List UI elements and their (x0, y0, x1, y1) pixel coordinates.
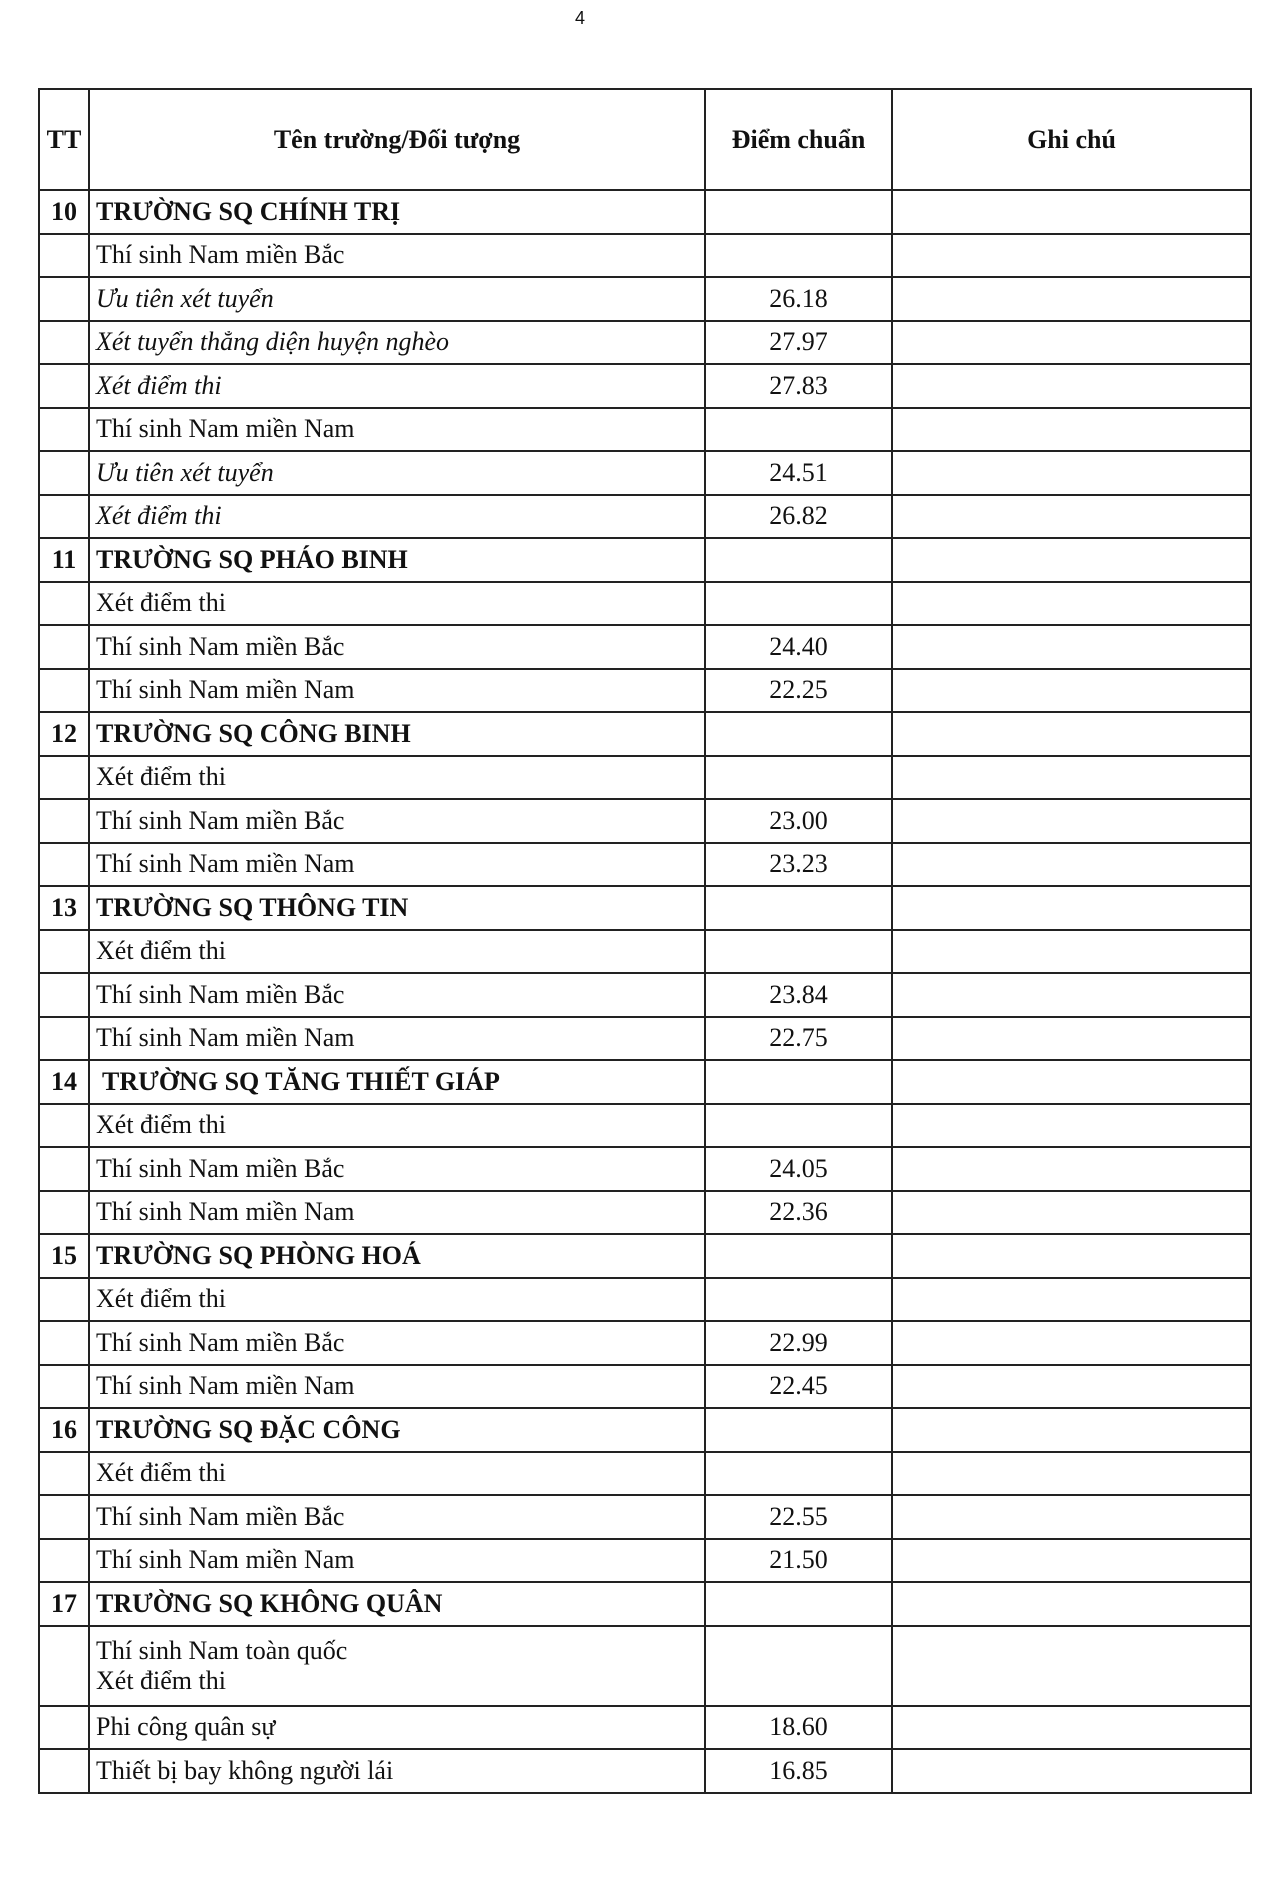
table-row (39, 1321, 1251, 1365)
row-score: 24.40 (705, 625, 892, 669)
row-name: Thí sinh Nam miền Bắc (89, 1495, 705, 1539)
row-tt: 17 (39, 1582, 89, 1626)
row-name: Thí sinh Nam miền Bắc (89, 625, 705, 669)
row-name: Xét điểm thi (89, 364, 705, 408)
row-name: Thí sinh Nam miền Bắc (89, 973, 705, 1017)
row-name: Thí sinh Nam miền Nam (89, 1017, 705, 1061)
row-note (892, 1104, 1251, 1148)
table-row (39, 799, 1251, 843)
row-score: 22.55 (705, 1495, 892, 1539)
header-score: Điểm chuẩn (705, 89, 892, 190)
row-name: Xét điểm thi (89, 1104, 705, 1148)
row-name: TRƯỜNG SQ CHÍNH TRỊ (89, 190, 705, 234)
row-name: Ưu tiên xét tuyển (89, 277, 705, 321)
row-tt (39, 1147, 89, 1191)
row-score (705, 1452, 892, 1496)
school-row (39, 1060, 1251, 1104)
table-row (39, 843, 1251, 887)
row-tt: 10 (39, 190, 89, 234)
row-name: Thí sinh Nam miền Bắc (89, 1321, 705, 1365)
row-score (705, 756, 892, 800)
row-note (892, 495, 1251, 539)
row-tt (39, 1017, 89, 1061)
row-note (892, 1278, 1251, 1322)
row-score (705, 408, 892, 452)
row-name: TRƯỜNG SQ THÔNG TIN (89, 886, 705, 930)
school-row (39, 1408, 1251, 1452)
row-note (892, 1582, 1251, 1626)
row-note (892, 1060, 1251, 1104)
row-tt (39, 669, 89, 713)
row-score: 21.50 (705, 1539, 892, 1583)
row-tt: 16 (39, 1408, 89, 1452)
row-note (892, 277, 1251, 321)
row-tt (39, 321, 89, 365)
table-header-row (39, 89, 1251, 190)
table-row (39, 669, 1251, 713)
row-score: 23.84 (705, 973, 892, 1017)
row-note (892, 1706, 1251, 1750)
row-tt (39, 1749, 89, 1793)
row-score: 26.82 (705, 495, 892, 539)
table-row (39, 364, 1251, 408)
school-row (39, 190, 1251, 234)
row-score (705, 712, 892, 756)
row-tt (39, 1452, 89, 1496)
row-score: 16.85 (705, 1749, 892, 1793)
row-tt (39, 495, 89, 539)
row-name: Thí sinh Nam miền Bắc (89, 799, 705, 843)
row-tt (39, 1321, 89, 1365)
row-name: Xét điểm thi (89, 495, 705, 539)
row-note (892, 1452, 1251, 1496)
row-name: Ưu tiên xét tuyển (89, 451, 705, 495)
row-score: 22.75 (705, 1017, 892, 1061)
row-score (705, 1234, 892, 1278)
row-score: 27.97 (705, 321, 892, 365)
row-note (892, 886, 1251, 930)
row-name: Thí sinh Nam miền Bắc (89, 1147, 705, 1191)
row-note (892, 712, 1251, 756)
table-body (39, 190, 1251, 1793)
header-note: Ghi chú (892, 89, 1251, 190)
table-row (39, 321, 1251, 365)
row-tt (39, 1539, 89, 1583)
row-note (892, 234, 1251, 278)
row-tt (39, 973, 89, 1017)
row-name: TRƯỜNG SQ ĐẶC CÔNG (89, 1408, 705, 1452)
row-score (705, 1582, 892, 1626)
row-note (892, 321, 1251, 365)
row-name: Thí sinh Nam miền Nam (89, 843, 705, 887)
row-name: Xét điểm thi (89, 756, 705, 800)
row-note (892, 538, 1251, 582)
row-name: Thí sinh Nam miền Bắc (89, 234, 705, 278)
row-name: TRƯỜNG SQ PHÒNG HOÁ (89, 1234, 705, 1278)
row-name-line: Thí sinh Nam toàn quốc (96, 1635, 348, 1665)
header-name: Tên trường/Đối tượng (89, 89, 705, 190)
row-note (892, 1626, 1251, 1706)
row-note (892, 1147, 1251, 1191)
header-tt: TT (39, 89, 89, 190)
school-row (39, 1234, 1251, 1278)
table-row (39, 451, 1251, 495)
row-tt: 15 (39, 1234, 89, 1278)
row-tt (39, 930, 89, 974)
row-note (892, 364, 1251, 408)
row-note (892, 1017, 1251, 1061)
row-note (892, 1365, 1251, 1409)
row-tt (39, 1191, 89, 1235)
table-row (39, 277, 1251, 321)
row-score (705, 582, 892, 626)
row-tt (39, 799, 89, 843)
row-tt (39, 364, 89, 408)
row-score (705, 190, 892, 234)
row-tt (39, 582, 89, 626)
row-note (892, 1539, 1251, 1583)
row-note (892, 799, 1251, 843)
row-note (892, 1408, 1251, 1452)
row-score (705, 1626, 892, 1706)
row-tt (39, 1626, 89, 1706)
row-tt: 11 (39, 538, 89, 582)
row-name: TRƯỜNG SQ TĂNG THIẾT GIÁP (89, 1060, 705, 1104)
row-note (892, 1321, 1251, 1365)
row-score: 22.99 (705, 1321, 892, 1365)
row-name-line: Xét điểm thi (96, 1665, 226, 1695)
row-note (892, 930, 1251, 974)
table-row (39, 756, 1251, 800)
row-score (705, 234, 892, 278)
row-score: 27.83 (705, 364, 892, 408)
table-row (39, 234, 1251, 278)
table-row (39, 1626, 1251, 1706)
row-tt (39, 756, 89, 800)
row-name: Thí sinh Nam miền Nam (89, 1365, 705, 1409)
row-name: Thiết bị bay không người lái (89, 1749, 705, 1793)
row-name (89, 1626, 705, 1706)
row-tt (39, 1104, 89, 1148)
row-name: TRƯỜNG SQ KHÔNG QUÂN (89, 1582, 705, 1626)
row-score: 22.45 (705, 1365, 892, 1409)
table-row (39, 582, 1251, 626)
row-name: Xét tuyển thẳng diện huyện nghèo (89, 321, 705, 365)
row-name: Phi công quân sự (89, 1706, 705, 1750)
row-tt: 12 (39, 712, 89, 756)
school-row (39, 886, 1251, 930)
row-tt (39, 625, 89, 669)
row-score: 22.36 (705, 1191, 892, 1235)
row-name: Thí sinh Nam miền Nam (89, 1539, 705, 1583)
table-row (39, 1191, 1251, 1235)
row-name: Xét điểm thi (89, 582, 705, 626)
row-score: 24.05 (705, 1147, 892, 1191)
school-row (39, 538, 1251, 582)
row-tt (39, 1365, 89, 1409)
table-row (39, 1104, 1251, 1148)
row-name: TRƯỜNG SQ CÔNG BINH (89, 712, 705, 756)
row-name: Thí sinh Nam miền Nam (89, 669, 705, 713)
table-row (39, 1278, 1251, 1322)
row-score: 23.00 (705, 799, 892, 843)
row-name: Thí sinh Nam miền Nam (89, 408, 705, 452)
row-name: Xét điểm thi (89, 1278, 705, 1322)
row-score (705, 1104, 892, 1148)
row-note (892, 756, 1251, 800)
table-row (39, 930, 1251, 974)
row-tt: 13 (39, 886, 89, 930)
table-row (39, 1147, 1251, 1191)
row-score (705, 1408, 892, 1452)
table-row (39, 973, 1251, 1017)
table-row (39, 1539, 1251, 1583)
row-note (892, 190, 1251, 234)
table-row (39, 1017, 1251, 1061)
table-row (39, 1495, 1251, 1539)
row-note (892, 408, 1251, 452)
table-row (39, 1749, 1251, 1793)
row-tt (39, 1706, 89, 1750)
row-note (892, 1234, 1251, 1278)
row-tt (39, 234, 89, 278)
school-row (39, 1582, 1251, 1626)
row-note (892, 625, 1251, 669)
row-note (892, 451, 1251, 495)
row-name: TRƯỜNG SQ PHÁO BINH (89, 538, 705, 582)
row-score (705, 930, 892, 974)
table-row (39, 1452, 1251, 1496)
row-note (892, 1749, 1251, 1793)
row-score: 22.25 (705, 669, 892, 713)
row-tt (39, 1278, 89, 1322)
row-note (892, 843, 1251, 887)
row-tt: 14 (39, 1060, 89, 1104)
row-tt (39, 843, 89, 887)
row-name: Xét điểm thi (89, 930, 705, 974)
admission-score-table (38, 88, 1252, 1794)
page-number: 4 (574, 8, 585, 28)
row-tt (39, 277, 89, 321)
row-score: 24.51 (705, 451, 892, 495)
row-tt (39, 408, 89, 452)
table-row (39, 625, 1251, 669)
row-score: 18.60 (705, 1706, 892, 1750)
row-note (892, 669, 1251, 713)
row-score (705, 886, 892, 930)
row-note (892, 582, 1251, 626)
row-note (892, 973, 1251, 1017)
row-score (705, 1060, 892, 1104)
row-score: 26.18 (705, 277, 892, 321)
school-row (39, 712, 1251, 756)
row-note (892, 1191, 1251, 1235)
row-tt (39, 451, 89, 495)
row-score (705, 1278, 892, 1322)
table-row (39, 408, 1251, 452)
row-name: Thí sinh Nam miền Nam (89, 1191, 705, 1235)
row-tt (39, 1495, 89, 1539)
row-score: 23.23 (705, 843, 892, 887)
table-row (39, 495, 1251, 539)
table-row (39, 1706, 1251, 1750)
row-score (705, 538, 892, 582)
row-note (892, 1495, 1251, 1539)
row-name: Xét điểm thi (89, 1452, 705, 1496)
table-row (39, 1365, 1251, 1409)
